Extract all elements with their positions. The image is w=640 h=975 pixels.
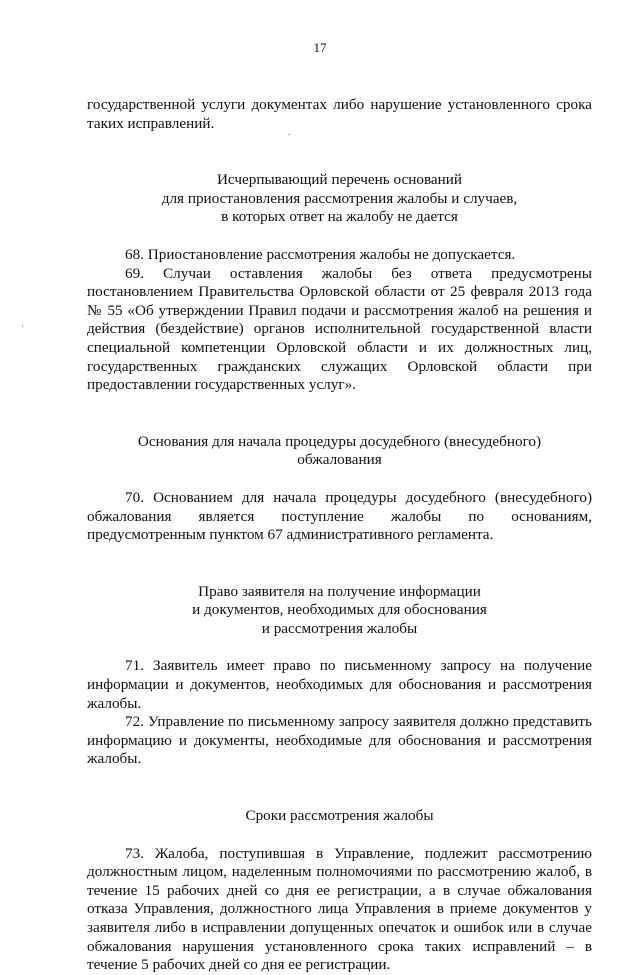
- section-appeal-grounds: [87, 433, 592, 545]
- section-heading-line: для приостановления рассмотрения жалобы и случаев,: [161, 189, 518, 207]
- spacer: [87, 545, 592, 583]
- section-heading-line: обжалования: [297, 451, 382, 469]
- section-heading-line: Исчерпывающий перечень оснований: [216, 171, 463, 189]
- section-heading-line: Основания для начала процедуры досудебного (внесудебного): [137, 432, 542, 450]
- section-applicant-rights: [87, 583, 592, 769]
- paragraph-71: 71. Заявитель имеет право по письменному запросу на получение информации и документов, необходимых для обоснования и рассмотрения жалобы.: [87, 657, 592, 712]
- section-heading-line: и документов, необходимых для обоснования: [192, 601, 487, 619]
- page-number: 17: [313, 40, 327, 55]
- section-suspension-grounds: [87, 171, 592, 395]
- spacer: [87, 638, 592, 657]
- section-heading-line: и рассмотрения жалобы: [261, 619, 418, 637]
- document-body: [87, 96, 592, 975]
- spacer: [87, 769, 592, 807]
- paragraph-73: 73. Жалоба, поступившая в Управление, подлежит рассмотрению должностным лицом, наделенным полномочиями по рассмотрению жалоб, в течение 15 рабочих дней со дня ее регистрации, а в случае обжалования отказа Управления, должностного лица Управления в приеме документов у заявителя либо в исправлении допущенных опечаток и ошибок или в случае обжалования нарушения установленного срока таких исправлений – в течение 5 рабочих дней со дня ее регистрации.: [87, 844, 592, 974]
- spacer: [87, 227, 592, 246]
- intro-paragraph: государственной услуги документах либо нарушение установленного срока таких исправлений.: [87, 96, 592, 132]
- paragraph-69: 69. Случаи оставления жалобы без ответа предусмотрены постановлением Правительства Орловской области от 25 февраля 2013 года № 55 «Об утверждении Правил подачи и рассмотрения жалоб на решения и действия (бездействие) органов исполнительной государственной власти специальной компетенции Орловской области и их должностных лиц, государственных гражданских служащих Орловской области при предоставлении государственных услуг».: [87, 264, 592, 394]
- section-review-terms: [87, 807, 592, 975]
- paragraph-72: 72. Управление по письменному запросу заявителя должно представить информацию и документы, необходимые для обоснования и рассмотрения жалобы.: [87, 713, 592, 768]
- section-heading-line: в которых ответ на жалобу не дается: [221, 208, 458, 226]
- spacer: [87, 395, 592, 433]
- paragraph-70: 70. Основанием для начала процедуры досудебного (внесудебного) обжалования является поступление жалобы по основаниям, предусмотренным пунктом 67 административного регламента.: [87, 488, 592, 544]
- paragraph-68: 68. Приостановление рассмотрения жалобы не допускается.: [125, 245, 516, 263]
- spacer: [87, 133, 592, 171]
- section-heading-line: Сроки рассмотрения жалобы: [245, 807, 434, 825]
- spacer: [87, 826, 592, 845]
- section-heading-line: Право заявителя на получение информации: [198, 582, 481, 600]
- scan-margin-mark: [22, 325, 23, 327]
- spacer: [87, 470, 592, 489]
